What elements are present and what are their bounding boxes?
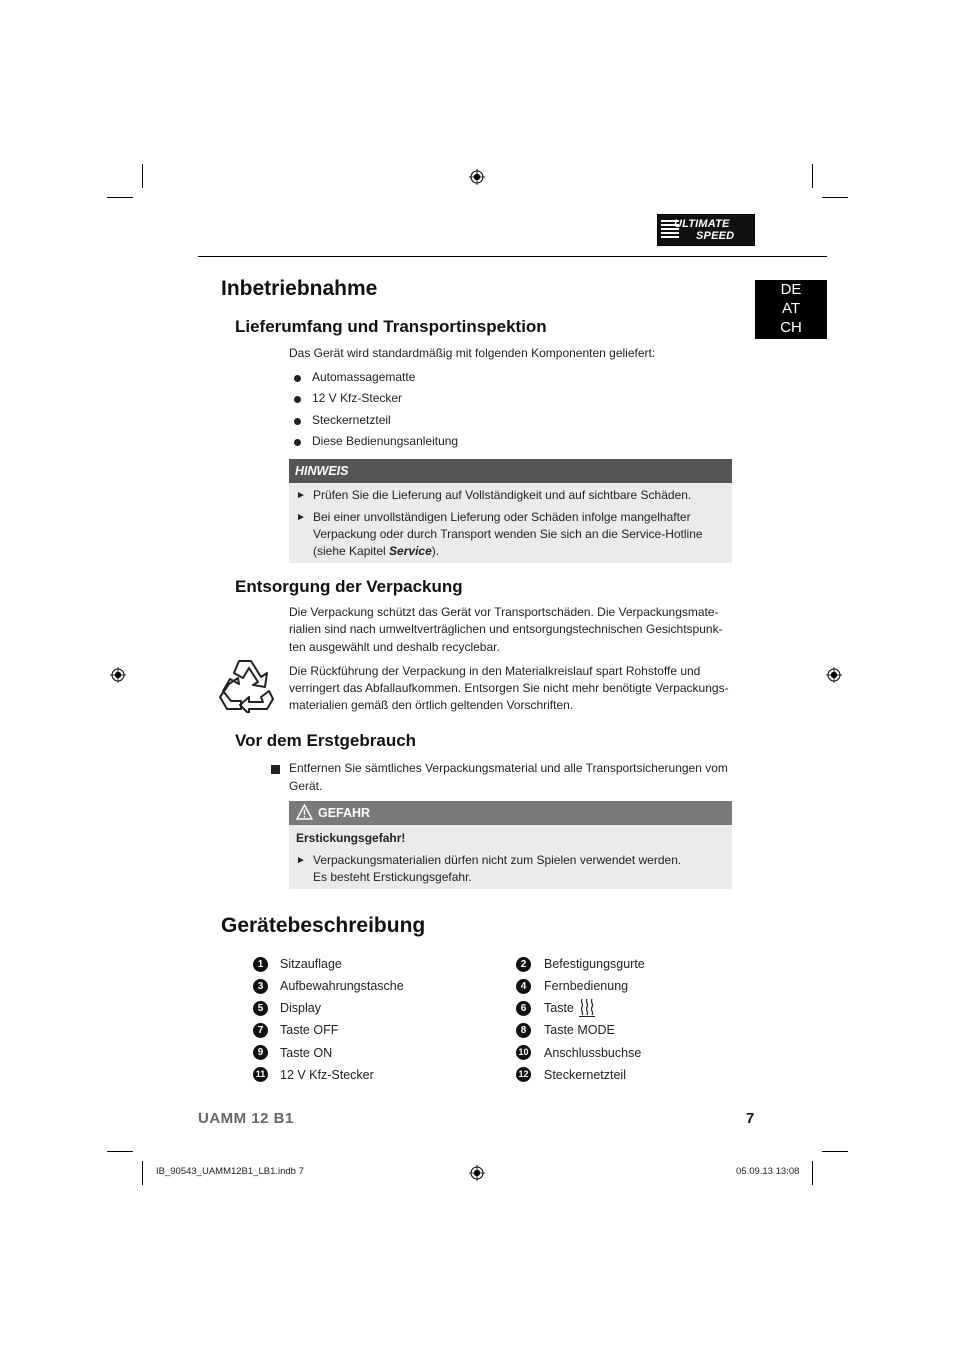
danger-text: Es besteht Erstickungsgefahr. (313, 870, 472, 884)
brand-line2: SPEED (696, 230, 735, 242)
number-badge: 2 (516, 957, 531, 972)
paragraph-line: Die Rückführung der Verpackung in den Materialkreislauf spart Rohstoffe und (289, 664, 701, 678)
arrow-icon: ► (296, 512, 306, 523)
brand-logo (657, 214, 755, 246)
registration-mark-icon (469, 1165, 485, 1181)
paragraph-line: materialien gemäß den örtlich geltenden Vorschriften. (289, 698, 574, 712)
note-text: Bei einer unvollständigen Lieferung oder Schäden infolge mangelhafter (313, 510, 691, 524)
danger-heading: Erstickungsgefahr! (296, 831, 406, 845)
registration-mark-icon (110, 667, 126, 683)
page-number: 7 (746, 1110, 755, 1127)
registration-mark-icon (469, 169, 485, 185)
subsection-title: Entsorgung der Verpackung (235, 577, 463, 596)
danger-label: GEFAHR (318, 806, 371, 820)
number-badge: 12 (516, 1067, 531, 1082)
header-rule (198, 256, 827, 257)
number-badge: 8 (516, 1023, 531, 1038)
list-item: Automassagematte (312, 370, 416, 384)
part-label: Taste OFF (280, 1023, 339, 1037)
part-label: Steckernetzteil (544, 1068, 626, 1082)
note-label: HINWEIS (289, 459, 732, 483)
crop-mark (142, 164, 143, 188)
slug-file: IB_90543_UAMM12B1_LB1.indb 7 (156, 1166, 304, 1177)
number-badge: 9 (253, 1045, 268, 1060)
list-item: 12 V Kfz-Stecker (312, 391, 403, 405)
language-de: DE (780, 281, 802, 298)
service-reference: Service (389, 544, 432, 558)
part-label: Fernbedienung (544, 979, 629, 993)
warning-icon (296, 804, 313, 820)
part-label: Sitzauflage (280, 957, 342, 971)
recycle-icon (217, 657, 275, 713)
language-tab (755, 280, 827, 339)
part-label: Taste MODE (544, 1023, 615, 1037)
number-badge: 11 (253, 1067, 268, 1082)
list-item: Steckernetzteil (312, 413, 391, 427)
crop-mark (822, 197, 848, 198)
number-badge: 3 (253, 979, 268, 994)
part-label: Display (280, 1001, 321, 1015)
number-badge: 5 (253, 1001, 268, 1016)
paragraph-line: Entfernen Sie sämtliches Verpackungsmaterial und alle Transportsicherungen vom (289, 761, 728, 775)
crop-mark (822, 1151, 848, 1152)
list-item: Diese Bedienungsanleitung (312, 434, 459, 448)
arrow-icon: ► (296, 855, 306, 866)
crop-mark (142, 1161, 143, 1185)
section-title: Gerätebeschreibung (221, 914, 426, 937)
subsection-title: Lieferumfang und Transportinspektion (235, 317, 547, 336)
bullet-icon (294, 418, 301, 425)
number-badge: 4 (516, 979, 531, 994)
language-ch: CH (780, 319, 802, 336)
crop-mark (107, 1151, 133, 1152)
number-badge: 6 (516, 1001, 531, 1016)
paragraph-line: Die Verpackung schützt das Gerät vor Transportschäden. Die Verpackungsmate- (289, 605, 719, 619)
part-label: Anschlussbuchse (544, 1046, 642, 1060)
danger-text: Verpackungsmaterialien dürfen nicht zum Spielen verwendet werden. (313, 853, 682, 867)
paragraph: Das Gerät wird standardmäßig mit folgenden Komponenten geliefert: (289, 346, 656, 360)
paragraph-line: verringert das Abfallaufkommen. Entsorgen Sie nicht mehr benötigte Verpackungs- (289, 681, 729, 695)
part-label: 12 V Kfz-Stecker (280, 1068, 374, 1082)
language-at: AT (781, 300, 801, 317)
bullet-icon (294, 439, 301, 446)
number-badge: 10 (516, 1045, 531, 1060)
number-badge: 1 (253, 957, 268, 972)
brand-line1: ULTIMATE (674, 218, 730, 230)
note-text-post: ). (431, 544, 440, 558)
slug-date: 05.09.13 13:08 (736, 1166, 800, 1177)
paragraph-line: ten ausgewählt und deshalb recyclebar. (289, 640, 500, 654)
model-number: UAMM 12 B1 (198, 1110, 294, 1127)
part-label: Befestigungsgurte (544, 957, 645, 971)
bullet-icon (294, 375, 301, 382)
note-text-pre: (siehe Kapitel (313, 544, 390, 558)
arrow-icon: ► (296, 490, 306, 501)
bullet-icon (294, 396, 301, 403)
section-title: Inbetriebnahme (221, 277, 378, 300)
note-text: Verpackung oder durch Transport wenden Sie sich an die Service-Hotline (313, 527, 703, 541)
note-text (313, 543, 439, 561)
heat-icon (579, 998, 595, 1017)
danger-header (289, 801, 732, 825)
part-label: Taste (544, 1001, 574, 1015)
number-badge: 7 (253, 1023, 268, 1038)
part-label: Taste ON (280, 1046, 333, 1060)
part-label: Aufbewahrungstasche (280, 979, 404, 993)
paragraph-line: Gerät. (289, 779, 323, 793)
note-text: Prüfen Sie die Lieferung auf Vollständigkeit und auf sichtbare Schäden. (313, 488, 692, 502)
crop-mark (812, 1161, 813, 1185)
subsection-title: Vor dem Erstgebrauch (235, 731, 417, 750)
registration-mark-icon (826, 667, 842, 683)
paragraph-line: rialien sind nach umweltverträglichen und entsorgungstechnischen Gesichtspunk- (289, 622, 723, 636)
crop-mark (812, 164, 813, 188)
square-bullet-icon (271, 765, 280, 774)
crop-mark (107, 197, 133, 198)
